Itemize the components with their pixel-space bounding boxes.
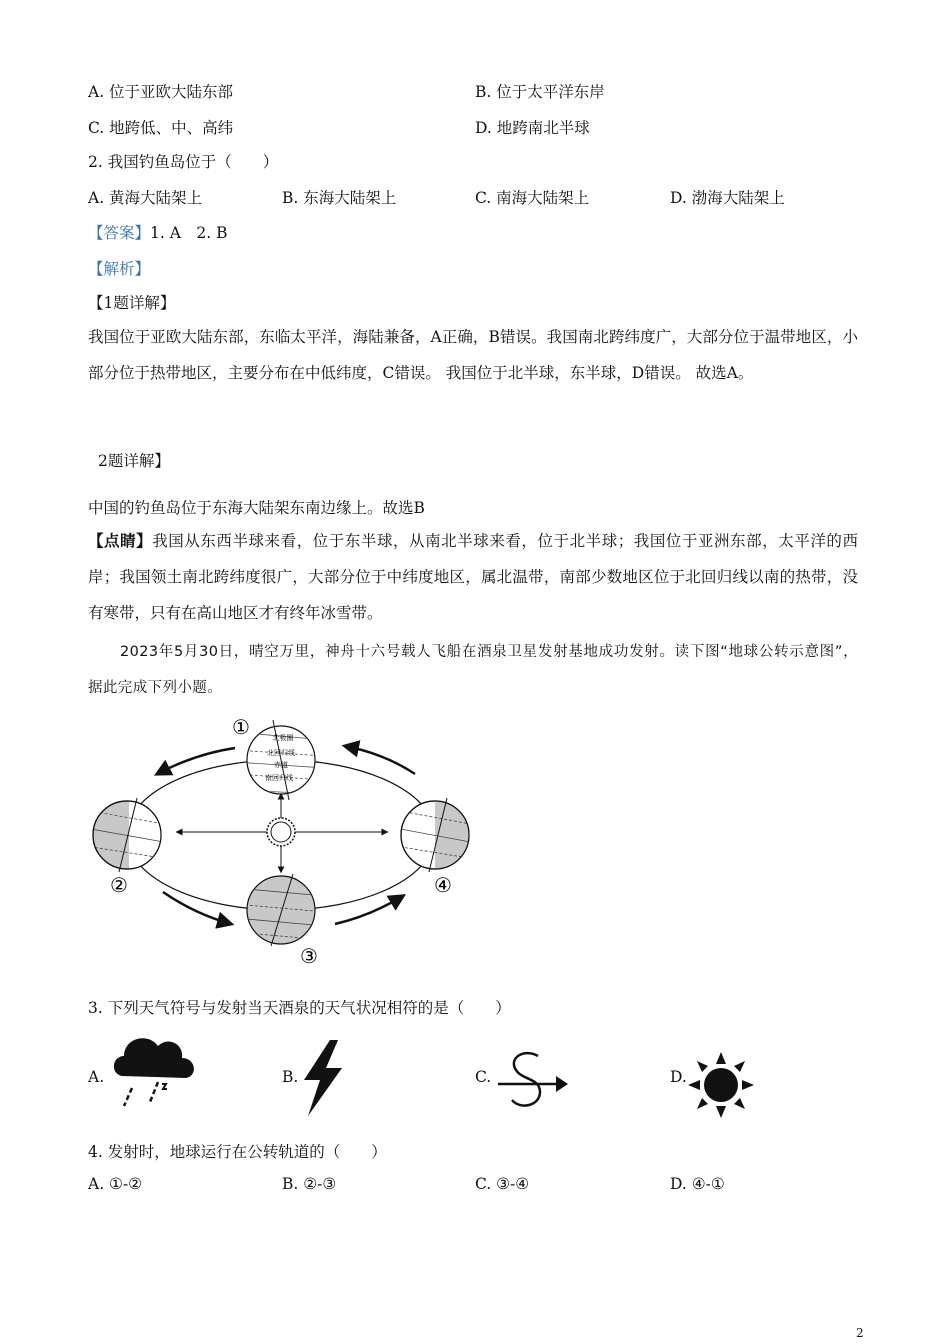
q3-option-d-label: D. <box>670 1068 687 1086</box>
intro-text: 2023年5月30日，晴空万里，神舟十六号载人飞船在酒泉卫星发射基地成功发射。读下图“地球公转示意图”，据此完成下列小题。 <box>88 644 858 696</box>
lat-label-equator: 赤道 <box>274 761 288 769</box>
answer-label: 【答案】 <box>88 224 151 242</box>
detail1-title: 【1题详解】 <box>88 294 176 312</box>
tip-paragraph <box>88 523 858 631</box>
q2-stem: 2. 我国钓鱼岛位于（ ） <box>88 153 279 171</box>
q2-option-d: D. 渤海大陆架上 <box>670 189 785 207</box>
q3-option-c-label: C. <box>475 1068 492 1086</box>
lat-label-arctic: 北极圈 <box>272 734 294 742</box>
answer-text: 1. A 2. B <box>150 224 228 242</box>
q1-option-a: A. 位于亚欧大陆东部 <box>88 83 234 101</box>
rain-cloud-icon <box>112 1030 198 1110</box>
detail1-text: 我国位于亚欧大陆东部，东临太平洋，海陆兼备，A正确，B错误。我国南北跨纬度广，大部分位于温带地区，小部分位于热带地区，主要分布在中低纬度，C错误。 我国位于北半球，东半球，D错误。 故选A。 <box>88 328 858 382</box>
tip-label: 【点睛】 <box>88 531 153 550</box>
position-label-3: ③ <box>300 944 318 968</box>
position-label-4: ④ <box>434 873 452 897</box>
q3-stem: 3. 下列天气符号与发射当天酒泉的天气状况相符的是（ ） <box>88 999 511 1017</box>
earth-position-2 <box>85 798 175 878</box>
tip-text: 我国从东西半球来看，位于东半球，从南北半球来看，位于北半球；我国位于亚洲东部，太平洋的西岸；我国领土南北跨纬度很广，大部分位于中纬度地区，属北温带，南部少数地区位于北回归线以南的热带，没有寒带，只有在高山地区才有终年冰雪带。 <box>88 532 858 622</box>
q1-option-c: C. 地跨低、中、高纬 <box>88 119 234 137</box>
q2-option-a: A. 黄海大陆架上 <box>88 189 203 207</box>
sun-core <box>271 822 291 842</box>
page-number: 2 <box>856 1326 864 1340</box>
detail2-title: 2题详解】 <box>98 452 170 470</box>
q1-option-b: B. 位于太平洋东岸 <box>475 83 605 101</box>
q3-option-a-label: A. <box>88 1068 105 1086</box>
detail2-text: 中国的钓鱼岛位于东海大陆架东南边缘上。故选B <box>88 499 425 517</box>
position-label-2: ② <box>110 873 128 897</box>
q4-option-a: A. ①-② <box>88 1175 143 1193</box>
orbit-arrow-bottom-right <box>335 896 403 924</box>
analysis-label: 【解析】 <box>88 260 151 278</box>
answer-line <box>88 221 228 243</box>
q1-option-d: D. 地跨南北半球 <box>475 119 590 137</box>
position-label-1: ① <box>232 715 250 739</box>
earth-position-3 <box>235 874 325 946</box>
q4-stem: 4. 发射时，地球运行在公转轨道的（ ） <box>88 1143 387 1161</box>
q4-option-c: C. ③-④ <box>475 1175 530 1193</box>
lightning-icon <box>298 1040 346 1116</box>
sun-icon <box>688 1052 754 1118</box>
q4-option-b: B. ②-③ <box>282 1175 337 1193</box>
q2-option-c: C. 南海大陆架上 <box>475 189 590 207</box>
q4-option-d: D. ④-① <box>670 1175 725 1193</box>
q2-option-b: B. 东海大陆架上 <box>282 189 397 207</box>
lat-label-tropic-capricorn: 南回归线 <box>265 774 293 782</box>
orbit-diagram <box>85 710 485 970</box>
wind-icon <box>494 1048 572 1114</box>
q3-option-b-label: B. <box>282 1068 299 1086</box>
lat-label-tropic-cancer: 北回归线 <box>267 749 295 757</box>
earth-position-4 <box>395 798 481 878</box>
orbit-arrow-top-left <box>157 748 235 774</box>
orbit-arrow-bottom-left <box>163 892 231 924</box>
